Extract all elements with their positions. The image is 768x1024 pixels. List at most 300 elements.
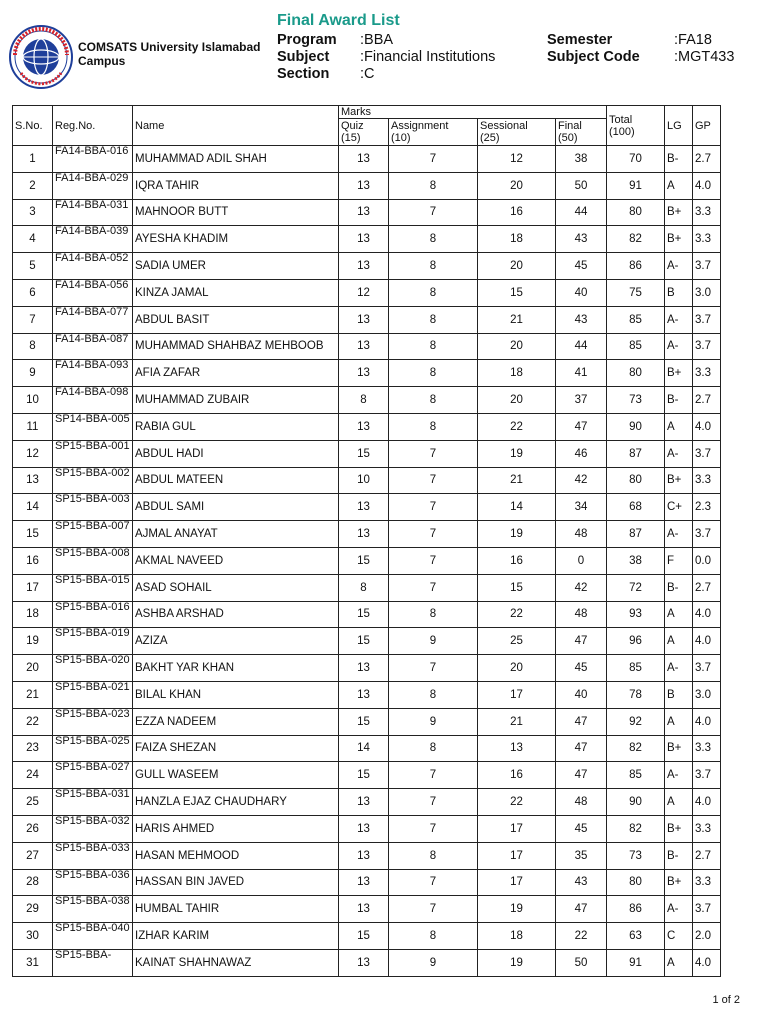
- table-row: [13, 789, 721, 816]
- sessional-marks: 20: [478, 333, 556, 360]
- grade-point: 2.0: [693, 923, 721, 950]
- assignment-marks: 8: [389, 413, 478, 440]
- sessional-marks: 15: [478, 279, 556, 306]
- assignment-marks: 7: [389, 494, 478, 521]
- letter-grade: B-: [665, 842, 693, 869]
- grade-point: 0.0: [693, 547, 721, 574]
- quiz-marks: 15: [339, 708, 389, 735]
- final-marks: 50: [556, 949, 607, 976]
- total-marks: 80: [607, 199, 665, 226]
- assignment-marks: 7: [389, 815, 478, 842]
- col-header-sno: S.No.: [13, 106, 53, 146]
- final-marks: 42: [556, 574, 607, 601]
- quiz-marks: 14: [339, 735, 389, 762]
- student-name: IZHAR KARIM: [133, 923, 339, 950]
- table-row: [13, 842, 721, 869]
- quiz-marks: 13: [339, 842, 389, 869]
- sessional-marks: 21: [478, 708, 556, 735]
- letter-grade: B: [665, 279, 693, 306]
- student-name: HANZLA EJAZ CHAUDHARY: [133, 789, 339, 816]
- serial-number: 13: [13, 467, 53, 494]
- serial-number: 9: [13, 360, 53, 387]
- quiz-marks: 15: [339, 547, 389, 574]
- quiz-marks: 13: [339, 949, 389, 976]
- sessional-marks: 16: [478, 547, 556, 574]
- sessional-marks: 25: [478, 628, 556, 655]
- serial-number: 10: [13, 387, 53, 414]
- student-name: AKMAL NAVEED: [133, 547, 339, 574]
- assignment-marks: 8: [389, 842, 478, 869]
- assignment-marks: 7: [389, 547, 478, 574]
- registration-number: SP15-BBA-015: [53, 574, 133, 601]
- registration-number: FA14-BBA-052: [53, 253, 133, 280]
- quiz-marks: 15: [339, 762, 389, 789]
- final-marks: 43: [556, 306, 607, 333]
- total-marks: 82: [607, 815, 665, 842]
- total-marks: 87: [607, 521, 665, 548]
- final-marks: 45: [556, 253, 607, 280]
- letter-grade: B+: [665, 735, 693, 762]
- letter-grade: A: [665, 628, 693, 655]
- page-title: Final Award List: [277, 12, 400, 29]
- letter-grade: F: [665, 547, 693, 574]
- sessional-marks: 22: [478, 413, 556, 440]
- grade-point: 3.3: [693, 199, 721, 226]
- grade-point: 4.0: [693, 172, 721, 199]
- assignment-marks: 7: [389, 896, 478, 923]
- grade-point: 4.0: [693, 949, 721, 976]
- serial-number: 17: [13, 574, 53, 601]
- sessional-marks: 20: [478, 655, 556, 682]
- letter-grade: A-: [665, 440, 693, 467]
- final-marks: 42: [556, 467, 607, 494]
- final-marks: 50: [556, 172, 607, 199]
- assignment-marks: 9: [389, 708, 478, 735]
- registration-number: SP15-BBA-021: [53, 681, 133, 708]
- final-marks: 34: [556, 494, 607, 521]
- table-row: [13, 655, 721, 682]
- final-marks: 47: [556, 628, 607, 655]
- letter-grade: B+: [665, 869, 693, 896]
- registration-number: SP15-BBA-036: [53, 869, 133, 896]
- total-marks: 63: [607, 923, 665, 950]
- assignment-marks: 8: [389, 306, 478, 333]
- serial-number: 25: [13, 789, 53, 816]
- assignment-marks: 7: [389, 467, 478, 494]
- serial-number: 11: [13, 413, 53, 440]
- table-row: [13, 387, 721, 414]
- letter-grade: B-: [665, 574, 693, 601]
- table-row: [13, 413, 721, 440]
- registration-number: FA14-BBA-098: [53, 387, 133, 414]
- page-number: 1 of 2: [712, 994, 740, 1006]
- table-row: [13, 762, 721, 789]
- table-row: [13, 708, 721, 735]
- col-header-marks: Marks: [339, 106, 607, 119]
- registration-number: SP15-BBA-008: [53, 547, 133, 574]
- final-marks: 38: [556, 146, 607, 173]
- sessional-marks: 20: [478, 253, 556, 280]
- registration-number: SP15-BBA-027: [53, 762, 133, 789]
- assignment-marks: 7: [389, 869, 478, 896]
- quiz-marks: 13: [339, 360, 389, 387]
- total-marks: 80: [607, 467, 665, 494]
- subject-code-value: :MGT433: [674, 49, 735, 65]
- assignment-marks: 8: [389, 226, 478, 253]
- total-marks: 85: [607, 306, 665, 333]
- table-row: [13, 172, 721, 199]
- student-name: SADIA UMER: [133, 253, 339, 280]
- table-row: [13, 735, 721, 762]
- grade-point: 3.3: [693, 360, 721, 387]
- grade-point: 3.3: [693, 735, 721, 762]
- student-name: MUHAMMAD SHAHBAZ MEHBOOB: [133, 333, 339, 360]
- letter-grade: A-: [665, 306, 693, 333]
- total-marks: 91: [607, 172, 665, 199]
- final-marks: 43: [556, 869, 607, 896]
- quiz-marks: 15: [339, 923, 389, 950]
- letter-grade: B-: [665, 387, 693, 414]
- final-marks: 35: [556, 842, 607, 869]
- quiz-marks: 13: [339, 199, 389, 226]
- sessional-marks: 18: [478, 923, 556, 950]
- serial-number: 21: [13, 681, 53, 708]
- letter-grade: A-: [665, 655, 693, 682]
- letter-grade: A-: [665, 762, 693, 789]
- total-marks: 80: [607, 869, 665, 896]
- quiz-marks: 15: [339, 601, 389, 628]
- total-marks: 92: [607, 708, 665, 735]
- serial-number: 7: [13, 306, 53, 333]
- table-row: [13, 467, 721, 494]
- registration-number: FA14-BBA-031: [53, 199, 133, 226]
- campus-label: Campus: [78, 54, 126, 68]
- table-row: [13, 547, 721, 574]
- grade-point: 3.7: [693, 521, 721, 548]
- registration-number: SP15-BBA-038: [53, 896, 133, 923]
- student-name: ASAD SOHAIL: [133, 574, 339, 601]
- registration-number: FA14-BBA-077: [53, 306, 133, 333]
- letter-grade: A: [665, 601, 693, 628]
- quiz-marks: 13: [339, 789, 389, 816]
- letter-grade: A: [665, 708, 693, 735]
- registration-number: SP15-BBA-019: [53, 628, 133, 655]
- assignment-marks: 8: [389, 333, 478, 360]
- quiz-marks: 10: [339, 467, 389, 494]
- letter-grade: A: [665, 789, 693, 816]
- sessional-marks: 22: [478, 601, 556, 628]
- table-row: [13, 601, 721, 628]
- serial-number: 26: [13, 815, 53, 842]
- final-marks: 44: [556, 199, 607, 226]
- total-marks: 85: [607, 762, 665, 789]
- quiz-marks: 8: [339, 387, 389, 414]
- assignment-marks: 7: [389, 762, 478, 789]
- registration-number: FA14-BBA-039: [53, 226, 133, 253]
- total-marks: 91: [607, 949, 665, 976]
- table-row: [13, 199, 721, 226]
- col-header-regno: Reg.No.: [53, 106, 133, 146]
- letter-grade: B+: [665, 360, 693, 387]
- quiz-marks: 13: [339, 253, 389, 280]
- registration-number: FA14-BBA-016: [53, 146, 133, 173]
- serial-number: 16: [13, 547, 53, 574]
- quiz-marks: 13: [339, 146, 389, 173]
- table-row: [13, 521, 721, 548]
- grade-point: 3.7: [693, 655, 721, 682]
- serial-number: 20: [13, 655, 53, 682]
- registration-number: SP15-BBA-001: [53, 440, 133, 467]
- table-row: [13, 146, 721, 173]
- quiz-marks: 13: [339, 521, 389, 548]
- registration-number: FA14-BBA-093: [53, 360, 133, 387]
- award-table: [12, 105, 721, 977]
- serial-number: 2: [13, 172, 53, 199]
- student-name: ABDUL HADI: [133, 440, 339, 467]
- assignment-marks: 8: [389, 681, 478, 708]
- final-marks: 40: [556, 279, 607, 306]
- quiz-marks: 13: [339, 815, 389, 842]
- final-marks: 41: [556, 360, 607, 387]
- award-table-body: [13, 146, 721, 977]
- quiz-marks: 13: [339, 172, 389, 199]
- grade-point: 2.7: [693, 387, 721, 414]
- grade-point: 3.3: [693, 467, 721, 494]
- student-name: GULL WASEEM: [133, 762, 339, 789]
- sessional-marks: 17: [478, 869, 556, 896]
- table-row: [13, 360, 721, 387]
- assignment-marks: 8: [389, 360, 478, 387]
- quiz-marks: 13: [339, 494, 389, 521]
- final-marks: 0: [556, 547, 607, 574]
- table-row: [13, 306, 721, 333]
- total-marks: 68: [607, 494, 665, 521]
- assignment-marks: 7: [389, 574, 478, 601]
- total-marks: 82: [607, 226, 665, 253]
- sessional-marks: 19: [478, 440, 556, 467]
- sessional-marks: 19: [478, 949, 556, 976]
- assignment-marks: 7: [389, 655, 478, 682]
- grade-point: 2.7: [693, 574, 721, 601]
- quiz-marks: 13: [339, 869, 389, 896]
- registration-number: SP15-BBA-: [53, 949, 133, 976]
- student-name: MUHAMMAD ADIL SHAH: [133, 146, 339, 173]
- student-name: BILAL KHAN: [133, 681, 339, 708]
- assignment-marks: 7: [389, 440, 478, 467]
- sessional-marks: 15: [478, 574, 556, 601]
- letter-grade: B+: [665, 467, 693, 494]
- section-label: Section: [277, 66, 330, 82]
- final-marks: 45: [556, 815, 607, 842]
- registration-number: FA14-BBA-029: [53, 172, 133, 199]
- student-name: HASSAN BIN JAVED: [133, 869, 339, 896]
- semester-value: :FA18: [674, 32, 712, 48]
- grade-point: 3.3: [693, 815, 721, 842]
- program-label: Program: [277, 32, 337, 48]
- registration-number: FA14-BBA-056: [53, 279, 133, 306]
- serial-number: 5: [13, 253, 53, 280]
- semester-label: Semester: [547, 32, 613, 48]
- registration-number: SP15-BBA-032: [53, 815, 133, 842]
- total-marks: 87: [607, 440, 665, 467]
- sessional-marks: 22: [478, 789, 556, 816]
- final-marks: 48: [556, 789, 607, 816]
- serial-number: 24: [13, 762, 53, 789]
- table-row: [13, 681, 721, 708]
- sessional-marks: 17: [478, 681, 556, 708]
- student-name: FAIZA SHEZAN: [133, 735, 339, 762]
- student-name: MAHNOOR BUTT: [133, 199, 339, 226]
- assignment-marks: 8: [389, 172, 478, 199]
- quiz-marks: 13: [339, 896, 389, 923]
- registration-number: SP15-BBA-033: [53, 842, 133, 869]
- serial-number: 8: [13, 333, 53, 360]
- assignment-marks: 8: [389, 387, 478, 414]
- registration-number: SP15-BBA-002: [53, 467, 133, 494]
- table-row: [13, 279, 721, 306]
- table-row: [13, 226, 721, 253]
- total-marks: 86: [607, 253, 665, 280]
- quiz-marks: 13: [339, 413, 389, 440]
- letter-grade: B+: [665, 815, 693, 842]
- grade-point: 3.0: [693, 279, 721, 306]
- serial-number: 4: [13, 226, 53, 253]
- total-marks: 90: [607, 789, 665, 816]
- grade-point: 3.7: [693, 896, 721, 923]
- final-marks: 47: [556, 708, 607, 735]
- grade-point: 3.7: [693, 762, 721, 789]
- student-name: AFIA ZAFAR: [133, 360, 339, 387]
- serial-number: 6: [13, 279, 53, 306]
- grade-point: 2.3: [693, 494, 721, 521]
- student-name: ABDUL MATEEN: [133, 467, 339, 494]
- total-marks: 72: [607, 574, 665, 601]
- serial-number: 18: [13, 601, 53, 628]
- grade-point: 3.7: [693, 333, 721, 360]
- col-header-total: Total (100): [607, 106, 665, 146]
- sessional-marks: 21: [478, 467, 556, 494]
- quiz-marks: 13: [339, 333, 389, 360]
- grade-point: 3.7: [693, 253, 721, 280]
- table-row: [13, 815, 721, 842]
- letter-grade: A: [665, 413, 693, 440]
- serial-number: 15: [13, 521, 53, 548]
- sessional-marks: 19: [478, 521, 556, 548]
- serial-number: 3: [13, 199, 53, 226]
- final-marks: 48: [556, 521, 607, 548]
- total-marks: 86: [607, 896, 665, 923]
- letter-grade: B: [665, 681, 693, 708]
- quiz-marks: 13: [339, 226, 389, 253]
- sessional-marks: 18: [478, 226, 556, 253]
- registration-number: FA14-BBA-087: [53, 333, 133, 360]
- grade-point: 3.3: [693, 226, 721, 253]
- col-header-assignment: Assignment (10): [389, 119, 478, 146]
- col-header-gp: GP: [693, 106, 721, 146]
- assignment-marks: 8: [389, 253, 478, 280]
- student-name: MUHAMMAD ZUBAIR: [133, 387, 339, 414]
- table-row: [13, 628, 721, 655]
- student-name: HARIS AHMED: [133, 815, 339, 842]
- sessional-marks: 19: [478, 896, 556, 923]
- total-marks: 38: [607, 547, 665, 574]
- grade-point: 3.3: [693, 869, 721, 896]
- student-name: HASAN MEHMOOD: [133, 842, 339, 869]
- col-header-final: Final (50): [556, 119, 607, 146]
- assignment-marks: 9: [389, 949, 478, 976]
- total-marks: 78: [607, 681, 665, 708]
- total-marks: 80: [607, 360, 665, 387]
- student-name: RABIA GUL: [133, 413, 339, 440]
- sessional-marks: 13: [478, 735, 556, 762]
- student-name: AYESHA KHADIM: [133, 226, 339, 253]
- table-row: [13, 949, 721, 976]
- student-name: AJMAL ANAYAT: [133, 521, 339, 548]
- assignment-marks: 8: [389, 735, 478, 762]
- table-row: [13, 869, 721, 896]
- program-value: :BBA: [360, 32, 394, 48]
- sessional-marks: 17: [478, 842, 556, 869]
- total-marks: 93: [607, 601, 665, 628]
- final-marks: 43: [556, 226, 607, 253]
- quiz-marks: 8: [339, 574, 389, 601]
- letter-grade: A-: [665, 896, 693, 923]
- final-marks: 45: [556, 655, 607, 682]
- sessional-marks: 16: [478, 199, 556, 226]
- letter-grade: B-: [665, 146, 693, 173]
- student-name: ASHBA ARSHAD: [133, 601, 339, 628]
- letter-grade: A-: [665, 521, 693, 548]
- letter-grade: B+: [665, 199, 693, 226]
- subject-code-label: Subject Code: [547, 49, 640, 65]
- assignment-marks: 8: [389, 279, 478, 306]
- grade-point: 3.7: [693, 440, 721, 467]
- student-name: EZZA NADEEM: [133, 708, 339, 735]
- quiz-marks: 13: [339, 655, 389, 682]
- student-name: IQRA TAHIR: [133, 172, 339, 199]
- quiz-marks: 15: [339, 628, 389, 655]
- letter-grade: A-: [665, 253, 693, 280]
- total-marks: 90: [607, 413, 665, 440]
- final-marks: 22: [556, 923, 607, 950]
- total-marks: 82: [607, 735, 665, 762]
- table-row: [13, 440, 721, 467]
- quiz-marks: 15: [339, 440, 389, 467]
- student-name: KAINAT SHAHNAWAZ: [133, 949, 339, 976]
- grade-point: 4.0: [693, 413, 721, 440]
- sessional-marks: 21: [478, 306, 556, 333]
- registration-number: SP15-BBA-003: [53, 494, 133, 521]
- total-marks: 73: [607, 842, 665, 869]
- serial-number: 1: [13, 146, 53, 173]
- grade-point: 4.0: [693, 708, 721, 735]
- quiz-marks: 13: [339, 306, 389, 333]
- col-header-name: Name: [133, 106, 339, 146]
- total-marks: 85: [607, 655, 665, 682]
- letter-grade: A: [665, 172, 693, 199]
- registration-number: SP15-BBA-020: [53, 655, 133, 682]
- letter-grade: C: [665, 923, 693, 950]
- letter-grade: C+: [665, 494, 693, 521]
- serial-number: 12: [13, 440, 53, 467]
- sessional-marks: 16: [478, 762, 556, 789]
- subject-value: :Financial Institutions: [360, 49, 496, 65]
- sessional-marks: 18: [478, 360, 556, 387]
- university-name-block: [78, 40, 278, 68]
- grade-point: 4.0: [693, 789, 721, 816]
- total-marks: 70: [607, 146, 665, 173]
- registration-number: SP14-BBA-005: [53, 413, 133, 440]
